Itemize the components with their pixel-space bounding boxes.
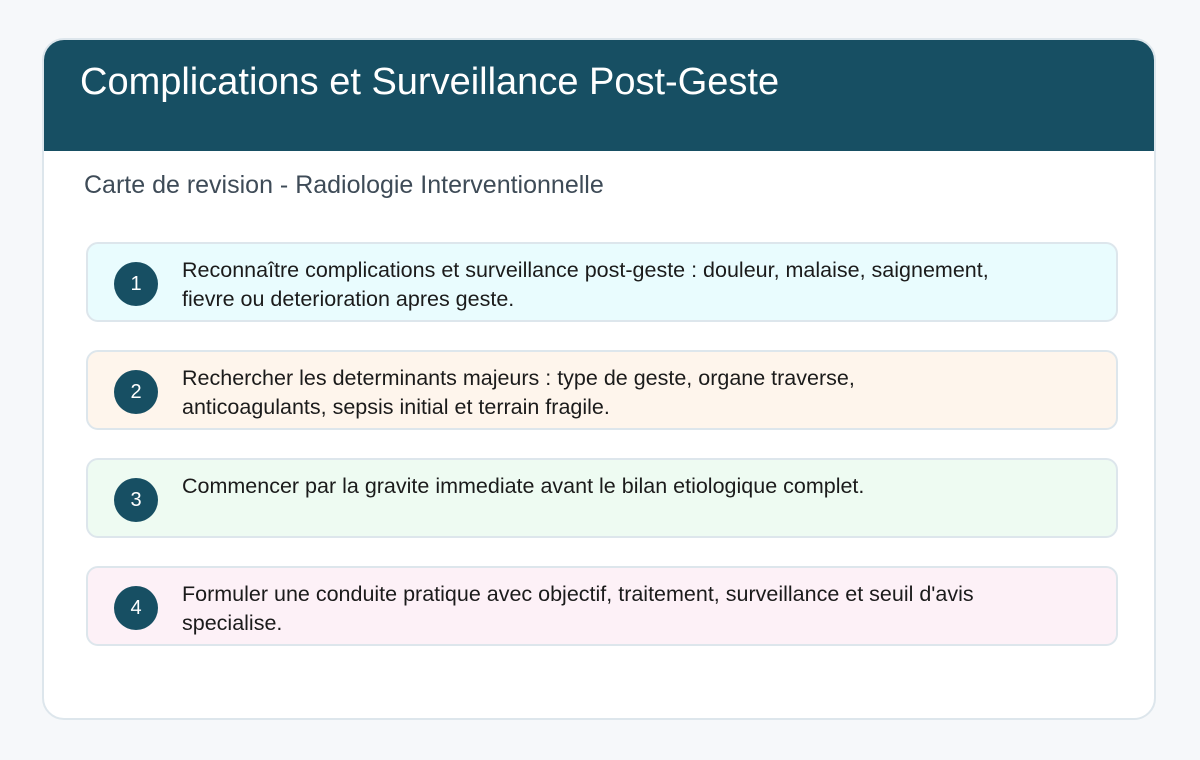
step-text: Reconnaître complications et surveillance post-geste : douleur, malaise, saignement, fievre ou deterioration apres geste. xyxy=(182,258,989,311)
step-text: Rechercher les determinants majeurs : type de geste, organe traverse, anticoagulants, sepsis initial et terrain fragile. xyxy=(182,366,855,419)
step-item xyxy=(86,566,1118,646)
step-item xyxy=(86,242,1118,322)
revision-card xyxy=(42,38,1156,720)
card-subtitle: Carte de revision - Radiologie Interventionnelle xyxy=(84,171,604,199)
step-text: Commencer par la gravite immediate avant le bilan etiologique complet. xyxy=(182,474,865,498)
step-number-badge: 3 xyxy=(114,478,158,522)
step-number-badge: 1 xyxy=(114,262,158,306)
step-number-badge: 2 xyxy=(114,370,158,414)
step-item xyxy=(86,350,1118,430)
card-title: Complications et Surveillance Post-Geste xyxy=(80,61,780,103)
step-number-badge: 4 xyxy=(114,586,158,630)
step-text: Formuler une conduite pratique avec objectif, traitement, surveillance et seuil d'avis specialise. xyxy=(182,582,974,635)
card-header xyxy=(44,40,1154,151)
step-item xyxy=(86,458,1118,538)
steps-list xyxy=(86,242,1118,674)
